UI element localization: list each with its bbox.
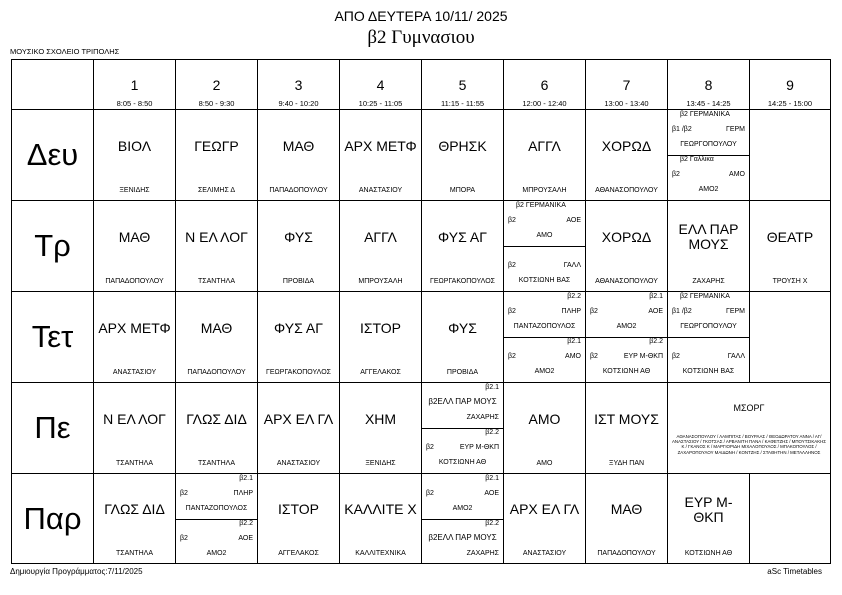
lesson-teacher: ΖΑΧΑΡΗΣ [466,550,499,557]
lesson-teacher: ΠΡΟΒΙΔΑ [282,278,315,285]
lesson-room: ΓΑΛΛ [563,262,581,269]
class-label: β1 /β2 [672,308,692,315]
lesson-room: ΑΟΕ [238,535,253,542]
class-label: β2 [426,490,434,497]
group-lesson [504,337,585,382]
corner-cell [12,60,94,110]
class-label: β2 [672,353,680,360]
lesson-subject: ΓΛΩΣ ΔΙΔ [104,501,165,517]
lesson-room: ΑΜΟ [729,171,745,178]
lesson-subject: ΘΕΑΤΡ [766,228,814,245]
group-label: β2 ΓΕΡΜΑΝΙΚΑ [680,293,730,300]
split-lesson-cell [504,201,586,292]
lesson-room: ΠΛΗΡ [233,490,253,497]
period-number: 4 [376,77,385,93]
lesson-cell [340,201,422,292]
lesson-cell [586,383,668,474]
lesson-teacher: ΞΕΝΙΔΗΣ [365,460,396,467]
group-label: β2.2 [485,429,499,436]
lesson-teacher: ΜΠΡΟΥΣΑΛΗ [522,187,567,194]
lesson-cell [340,383,422,474]
group-lesson [422,519,503,564]
period-time: 10:25 - 11:05 [358,99,403,108]
lesson-room: ΠΛΗΡ [561,308,581,315]
period-time: 13:00 - 13:40 [604,99,649,108]
lesson-subject: ΧΟΡΩΔ [601,137,652,154]
period-time: 8:05 - 8:50 [116,99,153,108]
period-number: 3 [294,77,303,93]
group-lesson [176,474,257,520]
class-label: β2 [672,171,680,178]
class-label: β2 [508,262,516,269]
class-label: β2 [508,308,516,315]
lesson-cell [258,292,340,383]
group-lesson [422,383,503,429]
lesson-subject: ΙΣΤΟΡ [359,319,402,336]
lesson-subject: ΓΛΩΣ ΔΙΔ [186,410,247,427]
lesson-subject: Ν ΕΛ ΛΟΓ [103,410,166,427]
lesson-teacher: ΑΜΟ2 [616,323,637,330]
lesson-subject: ΜΑΘ [282,137,315,154]
lesson-teacher: ΤΣΑΝΤΗΛΑ [197,278,235,285]
lesson-cell [258,201,340,292]
group-label: β2.2 [649,338,663,345]
group-lesson [668,155,749,200]
lesson-teacher: ΖΑΧΑΡΗΣ [466,414,499,421]
day-label: Πε [12,383,94,474]
lesson-teacher: ΤΣΑΝΤΗΛΑ [115,550,153,557]
lesson-cell [94,383,176,474]
lesson-teacher: ΑΜΟ2 [698,186,719,193]
group-lesson [586,337,667,382]
lesson-room: ΕΥΡ Μ-ΘΚΠ [623,353,663,360]
group-lesson [176,519,257,564]
period-number: 9 [786,77,794,93]
class-label: β2 [180,490,188,497]
lesson-cell [340,292,422,383]
lesson-teacher: ΚΟΤΣΙΩΝΗ ΑΘ [602,368,651,375]
lesson-teacher: ΤΡΟΥΣΗ Χ [772,278,808,285]
lesson-teacher: ΑΘΑΝΑΣΟΠΟΥΛΟΥ [595,278,658,285]
lesson-cell [176,201,258,292]
lesson-teacher: ΠΑΠΑΔΟΠΟΥΛΟΥ [269,187,328,194]
group-label: β2 ΓΕΡΜΑΝΙΚΑ [516,202,566,209]
class-label: β2 [180,535,188,542]
split-lesson-cell [586,292,668,383]
lesson-cell [668,474,750,563]
group-lesson [504,292,585,338]
lesson-teacher: ΑΓΓΕΛΑΚΟΣ [278,550,319,557]
lesson-teacher: ΞΥΔΗ ΠΑΝ [608,460,645,467]
lesson-teacher: ΑΝΑΣΤΑΣΙΟΥ [112,369,157,376]
group-lesson [422,474,503,520]
created-date: Δημιουργία Προγράμματος:7/11/2025 [10,567,143,576]
period-header [422,60,504,110]
lesson-cell-double [668,383,830,474]
lesson-subject: ΙΣΤ ΜΟΥΣ [594,410,659,427]
period-time: 14:25 - 15:00 [767,99,813,108]
lesson-teacher: ΓΕΩΡΓΟΠΟΥΛΟΥ [680,323,737,330]
lesson-cell [258,110,340,201]
lesson-subject: ΒΙΟΛ [117,137,152,154]
lesson-subject: ΑΡΧ ΜΕΤΦ [344,137,417,154]
group-lesson [668,110,749,156]
lesson-cell [504,383,586,474]
lesson-subject: ΧΟΡΩΔ [601,228,652,245]
lesson-subject: ΙΣΤΟΡ [277,501,320,517]
lesson-room: ΑΜΟ [565,353,581,360]
page-title: ΑΠΟ ΔΕΥΤΕΡΑ 10/11/ 2025 [334,8,508,24]
group-label: β2.1 [239,475,253,482]
lesson-teacher: ΑΜΟ [536,460,553,467]
lesson-subject: ΜΣΟΡΓ [733,402,765,413]
lesson-subject: ΜΑΘ [200,319,233,336]
class-label: β2 [426,444,434,451]
lesson-room: ΑΟΕ [648,308,663,315]
lesson-teacher: ΖΑΧΑΡΗΣ [692,278,725,285]
lesson-teacher: ΜΠΟΡΑ [449,187,476,194]
lesson-teacher: ΠΑΠΑΔΟΠΟΥΛΟΥ [597,550,656,557]
school-name: ΜΟΥΣΙΚΟ ΣΧΟΛΕΙΟ ΤΡΙΠΟΛΗΣ [10,47,120,56]
lesson-subject: ΑΡΧ ΕΛ ΓΛ [263,410,334,427]
lesson-room: ΕΥΡ Μ-ΘΚΠ [459,444,499,451]
class-title: β2 Γυμνασιου [367,27,475,48]
group-label: β2.1 [485,384,499,391]
lesson-teacher: ΤΣΑΝΤΗΛΑ [197,460,235,467]
period-header [750,60,830,110]
lesson-teachers-list: ΑΘΑΝΑΣΟΠΟΥΛΟΥ / ΛΑΜΠΙΤΑΣ / ΒΟΥΡΛΑΣ / ΘΕΟΔΩΡΑΤΟΥ ΑΝΝΑ / ΑΓ/ΑΝΑΣΤΑΣΙΟΥ / ΓΚΟΤΣΑΣ / ΑΡΒΑΝΙΤΗ ΠΑΝΑ / ΚΑΦΕΤΖΗΣ / ΜΠΟΥΤΣΙΚΑΚΗΣ Κ / ΓΚΑΝΟΣ Κ / ΜΑΡΓΙΟΡΙΔΗ ΜΙΧΑΛΟΠΟΥΛΟΣ / ΜΠΑΚΟΠΟΥΛΟΣ / ΖΑΧΑΡΟΠΟΥΛΟΥ ΜΑΙΔΩΝΗ / ΚΟΝΤΖΗΣ / ΣΤΑΘΗΤΗΝ / ΜΕΤΑΛΛΗΝΟΣ [672,434,827,455]
lesson-teacher: ΠΡΟΒΙΔΑ [446,369,479,376]
lesson-subject: ΕΥΡ Μ-ΘΚΠ [684,493,733,525]
lesson-cell [258,474,340,563]
lesson-subject: ΦΥΣ ΑΓ [274,319,323,336]
lesson-cell [422,201,504,292]
lesson-teacher: ΑΝΑΣΤΑΣΙΟΥ [522,550,567,557]
period-time: 9:40 - 10:20 [278,99,319,108]
lesson-subject: ΑΜΟ [528,410,561,427]
lesson-subject: ΑΓΓΛ [364,228,397,245]
lesson-room: ΓΕΡΜ [725,126,745,133]
group-lesson [668,292,749,338]
lesson-teacher: ΑΝΑΣΤΑΣΙΟΥ [358,187,403,194]
lesson-subject: ΑΓΓΛ [528,137,561,154]
period-header [504,60,586,110]
group-label: β2 ΓΕΡΜΑΝΙΚΑ [680,111,730,118]
lesson-subject: ΑΡΧ ΕΛ ΓΛ [509,501,580,517]
lesson-teacher: ΑΝΑΣΤΑΣΙΟΥ [276,460,321,467]
day-label: Τετ [12,292,94,383]
class-label: β2 [590,308,598,315]
lesson-cell [176,383,258,474]
empty-cell [750,474,830,563]
period-header [94,60,176,110]
empty-cell [750,292,830,383]
period-number: 1 [130,77,139,93]
lesson-cell [258,383,340,474]
split-lesson-cell [668,110,750,201]
lesson-subject: ΓΕΩΓΡ [194,137,239,154]
lesson-teacher: ΑΜΟ [536,232,553,239]
lesson-teacher: ΑΘΑΝΑΣΟΠΟΥΛΟΥ [595,187,658,194]
lesson-teacher: ΚΟΤΣΙΩΝΗ ΑΘ [438,459,487,466]
group-label: β2.1 [649,293,663,300]
lesson-teacher: ΑΜΟ2 [206,550,227,557]
group-label: β2.1 [485,475,499,482]
lesson-teacher: ΠΑΠΑΔΟΠΟΥΛΟΥ [105,278,164,285]
period-header [340,60,422,110]
period-number: 8 [704,77,713,93]
lesson-cell [422,110,504,201]
lesson-teacher: ΚΟΤΣΙΩΝΗ ΒΑΣ [518,277,571,284]
lesson-teacher: ΚΑΛΛΙΤΕΧΝΙΚΑ [355,550,406,557]
day-label: Δευ [12,110,94,201]
lesson-subject: ΚΑΛΛΙΤΕ Χ [344,501,417,517]
lesson-cell [340,474,422,563]
group-label: β2.2 [239,520,253,527]
lesson-room: ΑΟΕ [566,217,581,224]
lesson-cell [176,110,258,201]
lesson-cell [586,110,668,201]
group-label: β2.2 [485,520,499,527]
class-label: β2 [508,353,516,360]
lesson-teacher: ΠΑΝΤΑΖΟΠΟΥΛΟΣ [513,323,576,330]
lesson-teacher: ΑΜΟ2 [534,368,555,375]
split-lesson-cell [504,292,586,383]
lesson-subject: ΑΡΧ ΜΕΤΦ [98,319,171,336]
period-number: 2 [212,77,221,93]
lesson-subject: β2ΕΛΛ ΠΑΡ ΜΟΥΣ [428,533,497,542]
lesson-cell [504,110,586,201]
lesson-teacher: ΠΑΠΑΔΟΠΟΥΛΟΥ [187,369,246,376]
lesson-subject: ΦΥΣ ΑΓ [438,228,487,245]
group-lesson [668,337,749,382]
lesson-cell [586,474,668,563]
lesson-teacher: ΑΜΟ2 [452,505,473,512]
lesson-teacher: ΠΑΝΤΑΖΟΠΟΥΛΟΣ [185,505,248,512]
period-time: 11:15 - 11:55 [440,99,485,108]
lesson-cell [94,201,176,292]
period-number: 7 [622,77,631,93]
brand-label: aSc Timetables [767,567,822,576]
lesson-subject: ΜΑΘ [610,501,643,517]
lesson-cell [668,201,750,292]
timetable-grid [11,59,831,564]
group-lesson [504,201,585,247]
lesson-subject: ΧΗΜ [364,410,397,427]
lesson-teacher: ΓΕΩΡΓΑΚΟΠΟΥΛΟΣ [266,369,331,376]
period-time: 13:45 - 14:25 [686,99,731,108]
day-label: Παρ [12,474,94,563]
split-lesson-cell [176,474,258,563]
period-number: 6 [540,77,549,93]
lesson-subject: ΦΥΣ [284,228,313,245]
lesson-teacher: ΣΕΛΙΜΗΣ Δ [197,187,236,194]
lesson-teacher: ΚΟΤΣΙΩΝΗ ΑΘ [684,550,733,557]
lesson-teacher: ΞΕΝΙΔΗΣ [119,187,150,194]
period-header [668,60,750,110]
lesson-cell [94,110,176,201]
lesson-cell [750,201,830,292]
lesson-room: ΓΕΡΜ [725,308,745,315]
class-label: β2 [590,353,598,360]
lesson-teacher: ΓΕΩΡΓΟΠΟΥΛΟΥ [680,141,737,148]
group-label: β2.2 [567,293,581,300]
group-lesson [586,292,667,338]
day-label: Τρ [12,201,94,292]
lesson-cell [94,474,176,563]
lesson-subject: ΦΥΣ [448,319,477,336]
period-header [176,60,258,110]
split-lesson-cell [422,383,504,474]
lesson-cell [94,292,176,383]
lesson-cell [422,292,504,383]
lesson-teacher: ΜΠΡΟΥΣΑΛΗ [358,278,403,285]
empty-cell [750,110,830,201]
lesson-teacher: ΓΕΩΡΓΑΚΟΠΟΥΛΟΣ [430,278,495,285]
lesson-room: ΑΟΕ [484,490,499,497]
group-label: β2.1 [567,338,581,345]
lesson-cell [340,110,422,201]
lesson-teacher: ΤΣΑΝΤΗΛΑ [115,460,153,467]
lesson-cell [504,474,586,563]
lesson-room: ΓΑΛΛ [727,353,745,360]
lesson-subject: β2ΕΛΛ ΠΑΡ ΜΟΥΣ [428,397,497,406]
group-lesson [422,428,503,473]
period-time: 8:50 - 9:30 [198,99,235,108]
period-time: 12:00 - 12:40 [522,99,567,108]
class-label: β2 [508,217,516,224]
group-label: β2 Γαλλικα [680,156,714,163]
lesson-teacher: ΑΓΓΕΛΑΚΟΣ [360,369,401,376]
class-label: β1 /β2 [672,126,692,133]
period-header [586,60,668,110]
lesson-subject: ΜΑΘ [118,228,151,245]
lesson-cell [176,292,258,383]
split-lesson-cell [422,474,504,563]
group-lesson [504,246,585,291]
period-header [258,60,340,110]
period-number: 5 [458,77,467,93]
split-lesson-cell [668,292,750,383]
lesson-cell [586,201,668,292]
lesson-subject: Ν ΕΛ ΛΟΓ [185,228,248,245]
lesson-subject: ΘΡΗΣΚ [438,137,487,154]
lesson-subject: ΕΛΛ ΠΑΡ ΜΟΥΣ [678,221,739,252]
lesson-teacher: ΚΟΤΣΙΩΝΗ ΒΑΣ [682,368,735,375]
